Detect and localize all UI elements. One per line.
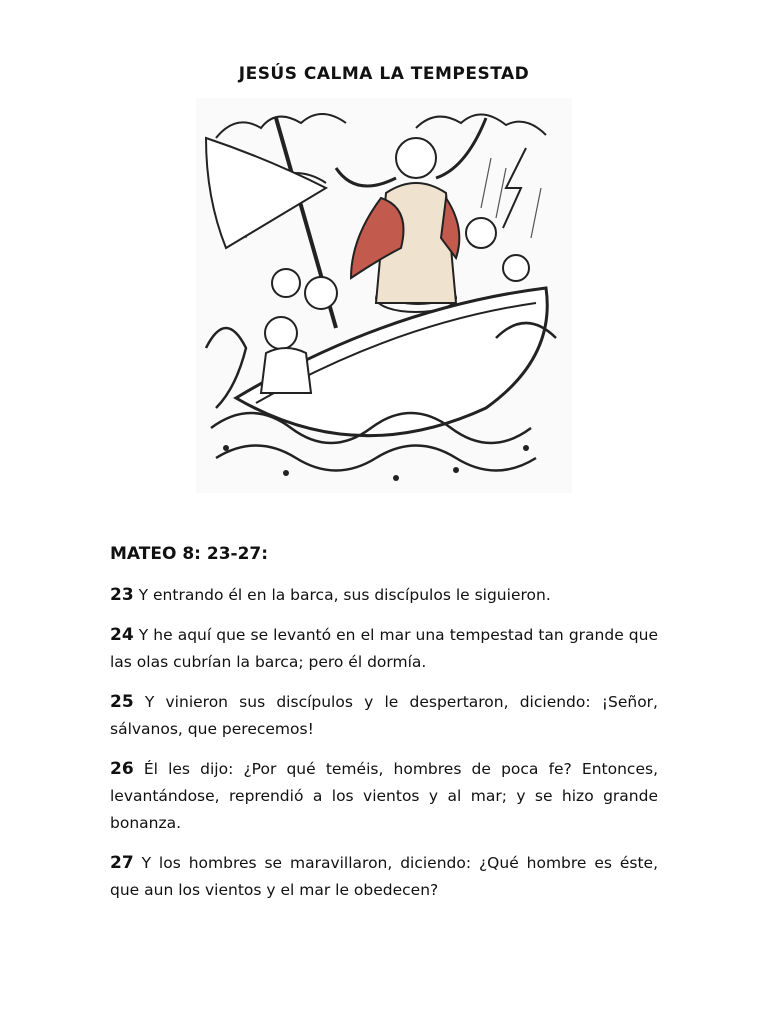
verse-25 (110, 689, 658, 743)
verse-24 (110, 622, 658, 676)
page-title: JESÚS CALMA LA TEMPESTAD (238, 64, 530, 84)
verse-text: Y vinieron sus discípulos y le despertaron, diciendo: ¡Señor, sálvanos, que perecemos! (110, 693, 658, 738)
scripture-reference: MATEO 8: 23-27: (110, 544, 269, 564)
verse-number: 27 (110, 853, 134, 873)
verse-text: Y los hombres se maravillaron, diciendo: ¿Qué hombre es éste, que aun los vientos y el mar le obedecen? (110, 854, 658, 899)
verse-text: Y entrando él en la barca, sus discípulos le siguieron. (138, 586, 551, 604)
verse-number: 23 (110, 585, 134, 605)
verse-text: Y he aquí que se levantó en el mar una tempestad tan grande que las olas cubrían la barca; pero él dormía. (110, 626, 658, 671)
verse-27 (110, 850, 658, 904)
verse-number: 24 (110, 625, 134, 645)
verse-26 (110, 756, 658, 837)
verse-23 (110, 582, 658, 609)
verse-number: 25 (110, 692, 134, 712)
verse-text: Él les dijo: ¿Por qué teméis, hombres de poca fe? Entonces, levantándose, reprendió a los vientos y al mar; y se hizo grande bonanza. (110, 760, 658, 832)
verse-number: 26 (110, 759, 134, 779)
jesus-calming-storm-illustration (196, 98, 572, 493)
